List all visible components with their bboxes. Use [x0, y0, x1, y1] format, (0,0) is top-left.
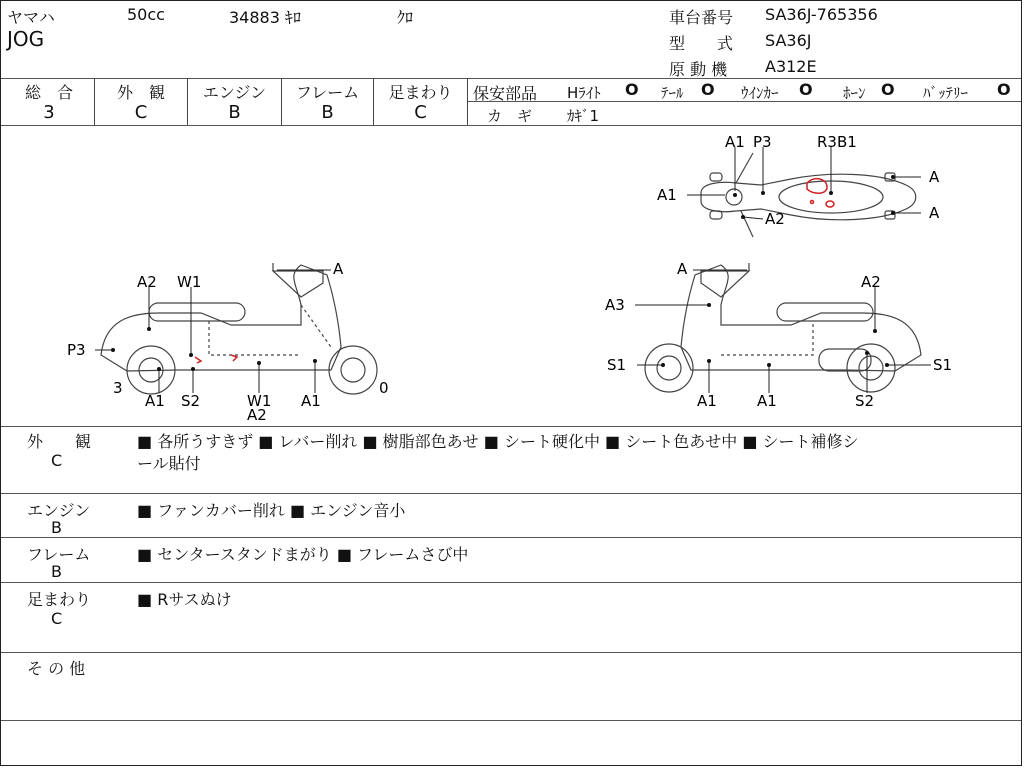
- remark-line-exterior-1: ■ 各所うすきず ■ レバー削れ ■ 樹脂部色あせ ■ シート硬化中 ■ シート色あせ中 ■ シート補修シ: [137, 432, 859, 451]
- engine-label: 原 動 機: [669, 60, 728, 79]
- displacement: 50cc: [127, 5, 165, 24]
- label-right-a3: A3: [605, 296, 625, 314]
- remark-grade-engine: B: [51, 518, 62, 537]
- safety-horn: ﾎｰﾝ: [843, 84, 866, 102]
- engine-value: A312E: [765, 57, 817, 76]
- type-value: SA36J: [765, 31, 812, 50]
- divider: [467, 78, 468, 125]
- label-right-s1-front: S1: [607, 356, 627, 374]
- grade-label-overall: 総 合: [24, 83, 73, 102]
- grade-value-engine: B: [228, 102, 241, 123]
- label-right-a1-floor: A1: [757, 392, 777, 410]
- label-left-a1-wheel: A1: [145, 392, 165, 410]
- remark-line-frame-1: ■ センタースタンドまがり ■ フレームさび中: [137, 545, 469, 564]
- grade-value-suspension: C: [414, 102, 427, 123]
- grade-value-frame: B: [321, 102, 334, 123]
- label-top-a1-front: A1: [725, 133, 745, 151]
- remark-label-exterior: 外 観: [27, 432, 92, 451]
- safety-tail-mark: O: [701, 80, 715, 99]
- label-top-a1-left: A1: [657, 186, 677, 204]
- label-left-score: 3: [113, 379, 123, 397]
- divider: [1, 493, 1021, 494]
- divider: [1, 426, 1021, 427]
- model-name: JOG: [7, 27, 45, 51]
- label-left-score-right: 0: [379, 379, 389, 397]
- remark-line-suspension-1: ■ Rサスぬけ: [137, 590, 232, 609]
- label-right-a2: A2: [861, 273, 881, 291]
- label-top-a2: A2: [765, 210, 785, 228]
- safety-winker: ｳｲﾝｶｰ: [741, 84, 779, 102]
- label-right-s1-rear: S1: [933, 356, 953, 374]
- divider: [1, 537, 1021, 538]
- remark-grade-frame: B: [51, 562, 62, 581]
- grade-value-exterior: C: [134, 102, 148, 123]
- label-left-s2: S2: [181, 392, 201, 410]
- grade-label-engine: エンジン: [202, 83, 267, 102]
- grade-label-exterior: 外 観: [116, 83, 165, 102]
- label-right-a1-front: A1: [697, 392, 717, 410]
- remark-grade-suspension: C: [51, 609, 63, 628]
- safety-headlight-mark: O: [625, 80, 639, 99]
- color: ｸﾛ: [397, 8, 414, 27]
- label-left-p3: P3: [67, 341, 86, 359]
- label-left-w1: W1: [247, 392, 272, 410]
- label-top-r3b1: R3B1: [817, 133, 857, 151]
- divider: [1, 78, 1021, 79]
- safety-headlight: Hﾗｲﾄ: [567, 84, 601, 102]
- divider: [1, 720, 1021, 721]
- maker: ヤマハ: [7, 8, 55, 27]
- label-top-a-top: A: [929, 168, 940, 186]
- grade-value-overall: 3: [43, 102, 55, 123]
- label-right-s2: S2: [855, 392, 875, 410]
- divider: [1, 582, 1021, 583]
- key-value: ｶｷﾞ1: [567, 107, 600, 125]
- label-top-a-bottom: A: [929, 204, 940, 222]
- label-left-a2-bottom: A2: [247, 406, 267, 424]
- safety-label: 保安部品: [473, 84, 538, 103]
- remark-label-other: そ の 他: [27, 659, 86, 678]
- key-label: カ ギ: [487, 107, 533, 125]
- label-right-a-mirror: A: [677, 260, 688, 278]
- frame-no: SA36J-765356: [765, 5, 878, 24]
- remark-line-exterior-2: ール貼付: [137, 454, 201, 473]
- remark-label-suspension: 足まわり: [27, 590, 92, 609]
- remark-grade-exterior: C: [51, 451, 63, 470]
- safety-tail: ﾃｰﾙ: [661, 84, 684, 102]
- remark-label-engine: エンジン: [27, 501, 91, 520]
- label-left-a1-floor: A1: [301, 392, 321, 410]
- remark-label-frame: フレーム: [27, 545, 91, 564]
- grade-label-suspension: 足まわり: [388, 83, 453, 102]
- label-left-a2: A2: [137, 273, 157, 291]
- safety-horn-mark: O: [881, 80, 895, 99]
- label-top-p3: P3: [753, 133, 772, 151]
- label-left-w1: W1: [177, 273, 202, 291]
- label-left-a-mirror: A: [333, 260, 344, 278]
- frame-no-label: 車台番号: [669, 8, 734, 27]
- divider: [1, 652, 1021, 653]
- safety-battery-mark: O: [997, 80, 1011, 99]
- mileage: 34883 ｷﾛ: [229, 8, 301, 27]
- grade-label-frame: フレーム: [295, 83, 360, 102]
- type-label: 型 式: [669, 34, 734, 53]
- remark-line-engine-1: ■ ファンカバー削れ ■ エンジン音小: [137, 501, 406, 520]
- safety-winker-mark: O: [799, 80, 813, 99]
- safety-battery: ﾊﾞｯﾃﾘｰ: [923, 84, 969, 102]
- damage-diagram: [1, 125, 1023, 427]
